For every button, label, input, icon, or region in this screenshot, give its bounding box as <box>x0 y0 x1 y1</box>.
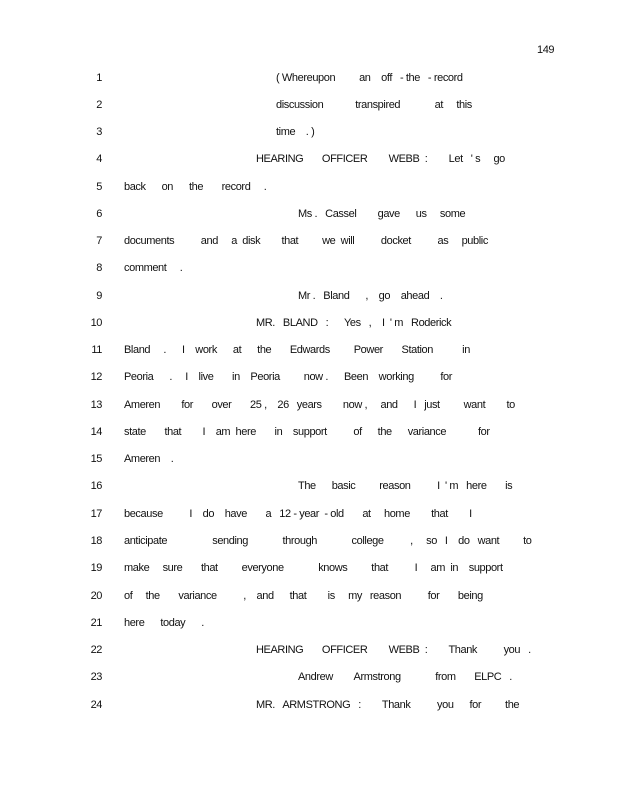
line-text: ( Whereupon an off - the - record <box>276 72 463 84</box>
line-number: 2 <box>96 99 102 111</box>
transcript-line <box>0 508 618 524</box>
transcript-line <box>0 153 618 169</box>
transcript-line <box>0 699 618 715</box>
transcript-line <box>0 453 618 469</box>
line-text: Ms . Cassel gave us some <box>298 208 466 220</box>
line-text: Bland . I work at the Edwards Power Station in <box>124 344 470 356</box>
line-text: Mr . Bland , go ahead . <box>298 290 443 302</box>
transcript-line <box>0 644 618 660</box>
line-number: 9 <box>96 290 102 302</box>
line-number: 20 <box>90 590 102 602</box>
line-number: 23 <box>90 671 102 683</box>
line-text: Ameren . <box>124 453 174 465</box>
transcript-line <box>0 426 618 442</box>
line-text: Ameren for over 25 , 26 years now , and I just want to <box>124 399 515 411</box>
transcript-line <box>0 399 618 415</box>
line-text: MR. BLAND : Yes , I ' m Roderick <box>256 317 452 329</box>
line-number: 15 <box>90 453 102 465</box>
transcript-line <box>0 290 618 306</box>
line-number: 24 <box>90 699 102 711</box>
line-text: documents and a disk that we will docket as public <box>124 235 488 247</box>
line-text: HEARING OFFICER WEBB : Thank you . <box>256 644 531 656</box>
line-number: 22 <box>90 644 102 656</box>
line-text: state that I am here in support of the variance for <box>124 426 490 438</box>
transcript-line <box>0 535 618 551</box>
transcript-line <box>0 181 618 197</box>
line-number: 4 <box>96 153 102 165</box>
transcript-line <box>0 262 618 278</box>
line-text: HEARING OFFICER WEBB : Let ' s go <box>256 153 505 165</box>
line-text: The basic reason I ' m here is <box>298 480 513 492</box>
transcript-line <box>0 72 618 88</box>
transcript-line <box>0 317 618 333</box>
page-number: 149 <box>537 44 555 56</box>
line-number: 13 <box>90 399 102 411</box>
line-text: back on the record . <box>124 181 267 193</box>
transcript-line <box>0 562 618 578</box>
transcript-line <box>0 480 618 496</box>
line-number: 6 <box>96 208 102 220</box>
transcript-line <box>0 99 618 115</box>
line-text: time . ) <box>276 126 315 138</box>
line-text: here today . <box>124 617 204 629</box>
transcript-line <box>0 208 618 224</box>
transcript-line <box>0 590 618 606</box>
line-number: 17 <box>90 508 102 520</box>
transcript-line <box>0 344 618 360</box>
line-text: make sure that everyone knows that I am in support <box>124 562 503 574</box>
line-number: 12 <box>90 371 102 383</box>
line-text: of the variance , and that is my reason for being <box>124 590 483 602</box>
line-number: 14 <box>90 426 102 438</box>
line-text: Andrew Armstrong from ELPC . <box>298 671 512 683</box>
line-number: 8 <box>96 262 102 274</box>
line-number: 11 <box>91 344 102 356</box>
transcript-line <box>0 671 618 687</box>
line-text: comment . <box>124 262 183 274</box>
line-number: 16 <box>90 480 102 492</box>
line-text: anticipate sending through college , so I do want to <box>124 535 532 547</box>
line-number: 3 <box>96 126 102 138</box>
line-number: 1 <box>96 72 102 84</box>
line-number: 5 <box>96 181 102 193</box>
line-text: MR. ARMSTRONG : Thank you for the <box>256 699 520 711</box>
transcript-line <box>0 235 618 251</box>
transcript-line <box>0 617 618 633</box>
line-text: discussion transpired at this <box>276 99 472 111</box>
transcript-line <box>0 126 618 142</box>
line-number: 10 <box>90 317 102 329</box>
transcript-line <box>0 371 618 387</box>
line-text: Peoria . I live in Peoria now . Been working for <box>124 371 452 383</box>
line-number: 7 <box>96 235 102 247</box>
line-number: 19 <box>90 562 102 574</box>
line-text: because I do have a 12 - year - old at home that I <box>124 508 472 520</box>
line-number: 18 <box>90 535 102 547</box>
line-number: 21 <box>90 617 102 629</box>
